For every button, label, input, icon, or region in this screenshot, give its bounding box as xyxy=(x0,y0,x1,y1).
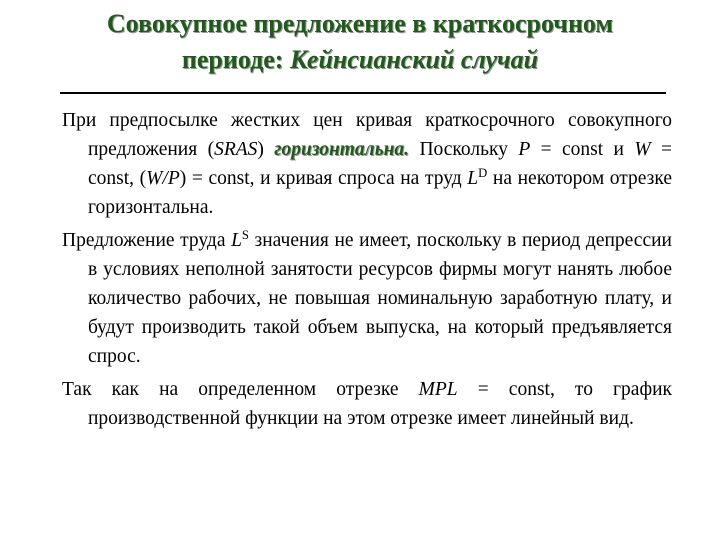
slide-title xyxy=(0,6,720,78)
price-symbol: P xyxy=(518,139,531,160)
wage-symbol: W xyxy=(634,139,651,160)
title-line-1: Совокупное предложение в краткосрочном xyxy=(106,9,614,38)
title-line-2-italic: Кейнсианский случай xyxy=(289,45,539,74)
labor-demand-symbol: L xyxy=(467,168,479,189)
para3-text-2: = const, то график производственной функции на этом отрезке имеет линейный вид. xyxy=(88,379,672,429)
emphasis-horizontal: горизонтальна. xyxy=(274,139,410,160)
para1-text-3: Поскольку xyxy=(409,139,519,160)
para2-text-1: Предложение труда xyxy=(62,230,232,251)
labor-supply-symbol: L xyxy=(231,230,242,251)
paragraph-1 xyxy=(62,106,672,222)
para1-text-1: При предпосылке жестких цен кривая краткосрочного совокупного предложения ( xyxy=(62,110,672,160)
para3-text-1: Так как на определенном отрезке xyxy=(62,379,419,400)
para2-text-2: значения не имеет, поскольку в период депрессии в условиях неполной занятости ресурсов фирмы могут нанять любое количество рабочих, не повышая номинальную заработную плату, и будут производить такой объем выпуска, на который предъявляется спрос. xyxy=(88,230,672,367)
para1-text-2: ) xyxy=(257,139,275,160)
title-divider xyxy=(60,92,666,94)
sras-term: SRAS xyxy=(214,139,258,160)
paragraph-2 xyxy=(62,226,672,371)
labor-supply-superscript: S xyxy=(241,228,249,243)
slide-body xyxy=(62,106,672,437)
title-line-2-prefix: периоде: xyxy=(181,45,284,74)
labor-demand-superscript: D xyxy=(478,166,488,181)
para1-text-6: ) = const, и кривая спроса на труд xyxy=(179,168,468,189)
para1-text-5: = const, ( xyxy=(88,139,672,189)
para1-text-7: на некотором отрезке горизонтальна. xyxy=(88,168,673,218)
paragraph-3 xyxy=(62,375,672,433)
para1-text-4: = const и xyxy=(530,139,635,160)
real-wage-symbol: W/P xyxy=(146,168,180,189)
mpl-symbol: MPL xyxy=(418,379,458,400)
title-line-2 xyxy=(0,42,720,78)
